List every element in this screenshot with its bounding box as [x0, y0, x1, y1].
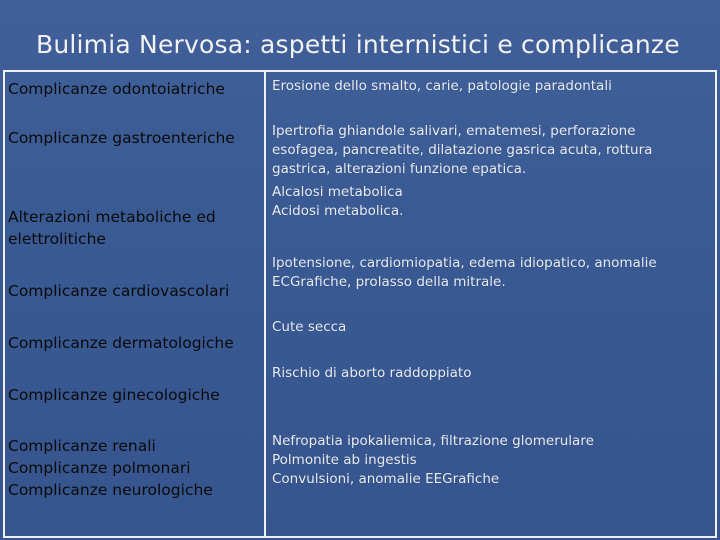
label-renali-polmonari-neurologiche	[8, 435, 213, 501]
label-metaboliche-line-1: Alterazioni metaboliche ed	[8, 208, 216, 226]
label-alterazioni-metaboliche	[8, 206, 216, 250]
label-cardiovascolari: Complicanze cardiovascolari	[8, 282, 230, 300]
desc-renali-polmonari-neurologiche	[272, 432, 594, 489]
label-neurologiche: Complicanze neurologiche	[8, 481, 213, 499]
desc-neurologiche: Convulsioni, anomalie EEGrafiche	[272, 471, 500, 487]
desc-alcalosi: Alcalosi metabolica	[272, 184, 403, 200]
desc-polmonari: Polmonite ab ingestis	[272, 452, 417, 468]
label-dermatologiche: Complicanze dermatologiche	[8, 334, 234, 352]
desc-cardiovascolari	[272, 254, 657, 292]
desc-cardio-line-2: ECGrafiche, prolasso della mitrale.	[272, 274, 506, 290]
desc-gastro-line-2: esofagea, pancreatite, dilatazione gasrica acuta, rottura	[272, 142, 653, 158]
desc-metaboliche	[272, 183, 403, 221]
label-metaboliche-line-2: elettrolitiche	[8, 230, 106, 248]
desc-gastroenteriche	[272, 122, 652, 179]
label-ginecologiche: Complicanze ginecologiche	[8, 386, 220, 404]
desc-gastro-line-3: gastrica, alterazioni funzione epatica.	[272, 161, 527, 177]
desc-renali: Nefropatia ipokaliemica, filtrazione glomerulare	[272, 433, 594, 449]
label-renali: Complicanze renali	[8, 437, 156, 455]
desc-cardio-line-1: Ipotensione, cardiomiopatia, edema idiopatico, anomalie	[272, 255, 657, 271]
desc-odontoiatriche: Erosione dello smalto, carie, patologie paradontali	[272, 78, 612, 94]
desc-gastro-line-1: Ipertrofia ghiandole salivari, ematemesi, perforazione	[272, 123, 636, 139]
label-polmonari: Complicanze polmonari	[8, 459, 191, 477]
label-gastroenteriche: Complicanze gastroenteriche	[8, 129, 235, 147]
desc-acidosi: Acidosi metabolica.	[272, 203, 404, 219]
slide-title: Bulimia Nervosa: aspetti internistici e complicanze	[36, 30, 680, 59]
desc-dermatologiche: Cute secca	[272, 319, 347, 335]
column-divider	[264, 70, 266, 538]
desc-ginecologiche: Rischio di aborto raddoppiato	[272, 365, 472, 381]
label-odontoiatriche: Complicanze odontoiatriche	[8, 80, 225, 98]
